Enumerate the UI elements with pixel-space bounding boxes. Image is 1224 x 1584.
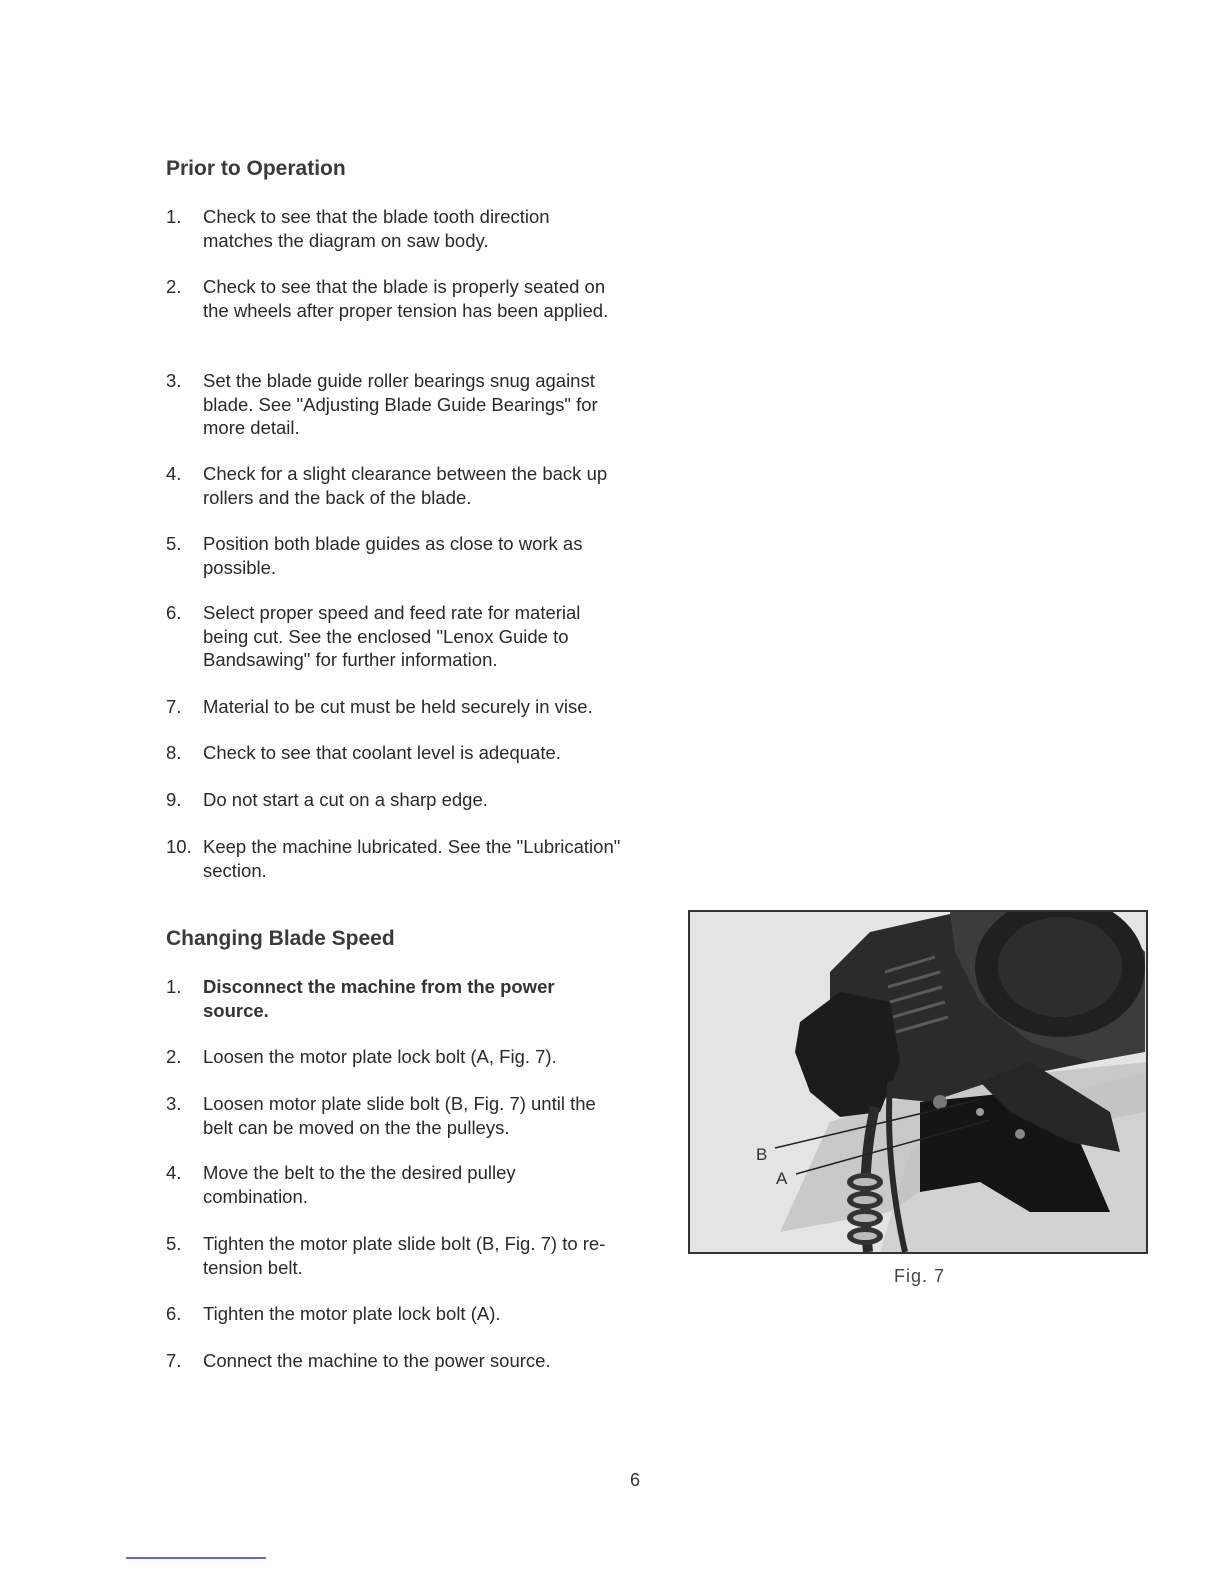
item-number: 3. bbox=[166, 1093, 182, 1114]
figure-caption: Fig. 7 bbox=[894, 1266, 946, 1286]
page-number: 6 bbox=[630, 1470, 641, 1490]
item-text: Do not start a cut on a sharp edge. bbox=[203, 789, 488, 810]
item-number: 6. bbox=[166, 1303, 182, 1324]
item-number: 7. bbox=[166, 696, 182, 717]
section-title-changing-blade-speed: Changing Blade Speed bbox=[166, 927, 395, 950]
item-text: Move the belt to the the desired pulley combination. bbox=[203, 1162, 516, 1207]
item-text: Loosen motor plate slide bolt (B, Fig. 7) until the belt can be moved on the the pulleys. bbox=[203, 1093, 596, 1138]
item-text: Disconnect the machine from the power source. bbox=[203, 976, 555, 1021]
bottom-rule-line bbox=[126, 1557, 266, 1559]
item-number: 2. bbox=[166, 1046, 182, 1067]
item-text: Tighten the motor plate lock bolt (A). bbox=[203, 1303, 501, 1324]
item-text: Check for a slight clearance between the back up rollers and the back of the blade. bbox=[203, 463, 608, 508]
item-text: Material to be cut must be held securely in vise. bbox=[203, 696, 593, 717]
motor-photo-illustration bbox=[690, 912, 1146, 1252]
label-a: A bbox=[776, 1169, 788, 1188]
item-number: 5. bbox=[166, 1233, 182, 1254]
item-text: Position both blade guides as close to work as possible. bbox=[203, 533, 583, 578]
item-text: Check to see that coolant level is adequate. bbox=[203, 742, 561, 763]
item-number: 10. bbox=[166, 836, 192, 857]
item-text: Select proper speed and feed rate for material being cut. See the enclosed "Lenox Guide to Bandsawing" for further information. bbox=[203, 602, 581, 670]
item-text: Set the blade guide roller bearings snug against blade. See "Adjusting Blade Guide Bearings" for more detail. bbox=[203, 370, 598, 438]
item-number: 3. bbox=[166, 370, 182, 391]
item-number: 5. bbox=[166, 533, 182, 554]
item-text: Tighten the motor plate slide bolt (B, Fig. 7) to re-tension belt. bbox=[203, 1233, 606, 1278]
item-number: 4. bbox=[166, 1162, 182, 1183]
item-number: 1. bbox=[166, 976, 182, 997]
item-number: 8. bbox=[166, 742, 182, 763]
item-number: 9. bbox=[166, 789, 182, 810]
figure-7-photo bbox=[688, 910, 1148, 1254]
item-text: Loosen the motor plate lock bolt (A, Fig. 7). bbox=[203, 1046, 557, 1067]
item-number: 6. bbox=[166, 602, 182, 623]
item-number: 7. bbox=[166, 1350, 182, 1371]
item-text: Keep the machine lubricated. See the "Lubrication" section. bbox=[203, 836, 621, 881]
label-b: B bbox=[756, 1145, 768, 1164]
item-text: Check to see that the blade is properly seated on the wheels after proper tension has been applied. bbox=[203, 276, 609, 321]
item-number: 1. bbox=[166, 206, 182, 227]
item-number: 2. bbox=[166, 276, 182, 297]
item-text: Check to see that the blade tooth direction matches the diagram on saw body. bbox=[203, 206, 550, 251]
item-text: Connect the machine to the power source. bbox=[203, 1350, 551, 1371]
section-title-prior-to-operation: Prior to Operation bbox=[166, 157, 346, 180]
item-number: 4. bbox=[166, 463, 182, 484]
